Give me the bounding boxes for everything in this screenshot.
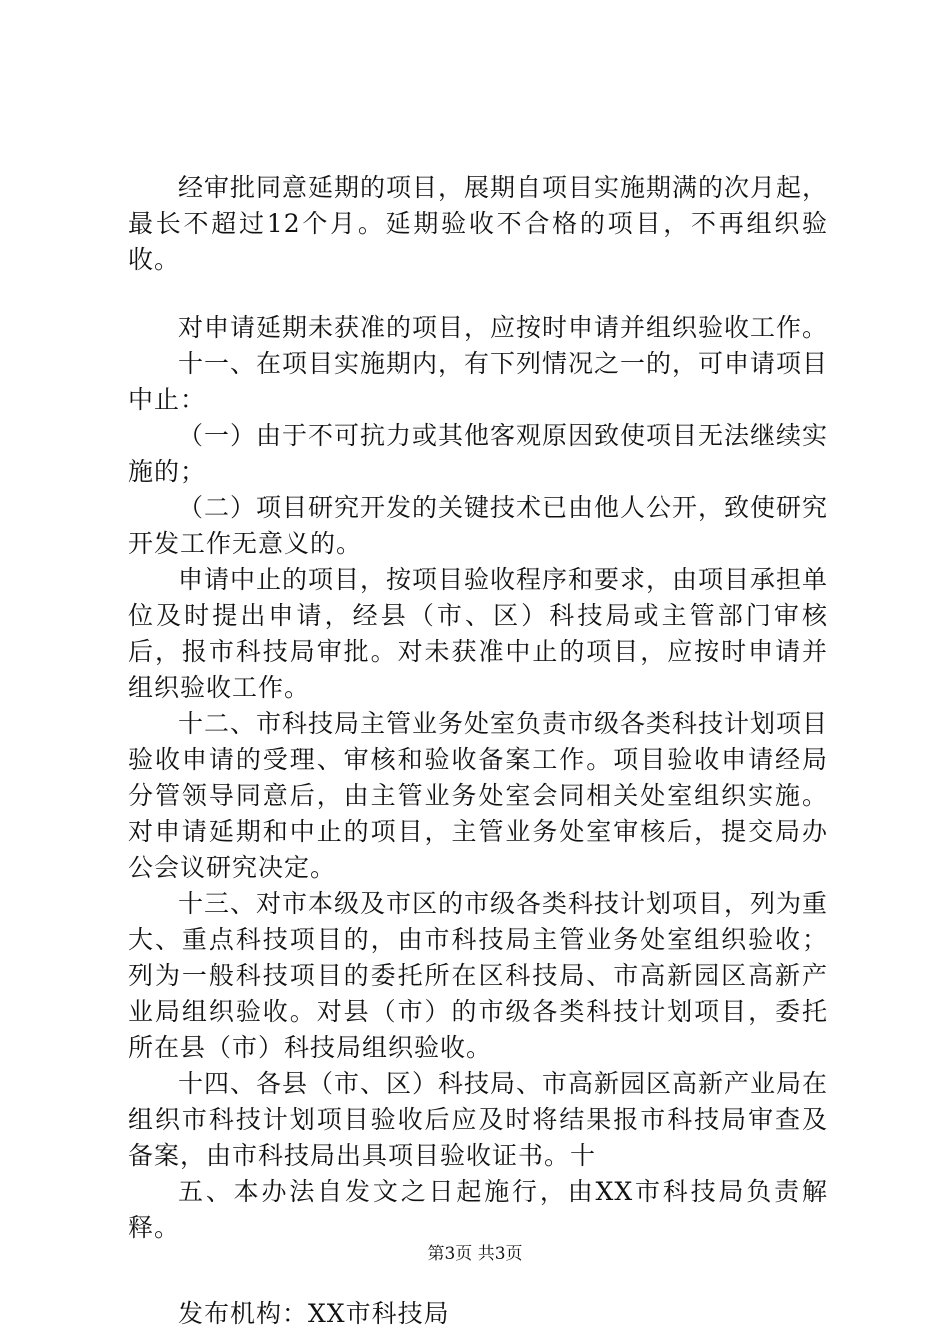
paragraph-article-13: 十三、对市本级及市区的市级各类科技计划项目，列为重大、重点科技项目的，由市科技局主管业务处室组织验收；列为一般科技项目的委托所在区科技局、市高新园区高新产业局组织验收。对县（市）的市级各类科技计划项目，委托所在县（市）科技局组织验收。 (128, 889, 829, 1062)
paragraph-extension-denied: 对申请延期未获准的项目，应按时申请并组织验收工作。 (178, 313, 829, 342)
paragraph-suspension-procedure: 申请中止的项目，按项目验收程序和要求，由项目承担单位及时提出申请，经县（市、区）科技局或主管部门审核后，报市科技局审批。对未获准中止的项目，应按时申请并组织验收工作。 (128, 565, 829, 702)
paragraph-article-11-item-1: （一）由于不可抗力或其他客观原因致使项目无法继续实施的； (128, 421, 829, 486)
paragraph-extension-rules: 经审批同意延期的项目，展期自项目实施期满的次月起，最长不超过12个月。延期验收不合格的项目，不再组织验收。 (128, 173, 829, 274)
publisher-line: 发布机构：XX市科技局 (178, 1299, 450, 1328)
document-body (128, 170, 828, 1332)
paragraph-article-12: 十二、市科技局主管业务处室负责市级各类科技计划项目验收申请的受理、审核和验收备案工作。项目验收申请经局分管领导同意后，由主管业务处室会同相关处室组织实施。对申请延期和中止的项目，主管业务处室审核后，提交局办公会议研究决定。 (128, 709, 829, 882)
paragraph-article-15: 五、本办法自发文之日起施行，由XX市科技局负责解释。 (128, 1177, 828, 1242)
paragraph-article-14: 十四、各县（市、区）科技局、市高新园区高新产业局在组织市科技计划项目验收后应及时将结果报市科技局审查及备案，由市科技局出具项目验收证书。十 (128, 1069, 829, 1170)
page-number-footer: 第3页 共3页 (427, 1244, 523, 1264)
paragraph-article-11: 十一、在项目实施期内，有下列情况之一的，可申请项目中止： (128, 349, 829, 414)
paragraph-article-11-item-2: （二）项目研究开发的关键技术已由他人公开，致使研究开发工作无意义的。 (128, 493, 829, 558)
